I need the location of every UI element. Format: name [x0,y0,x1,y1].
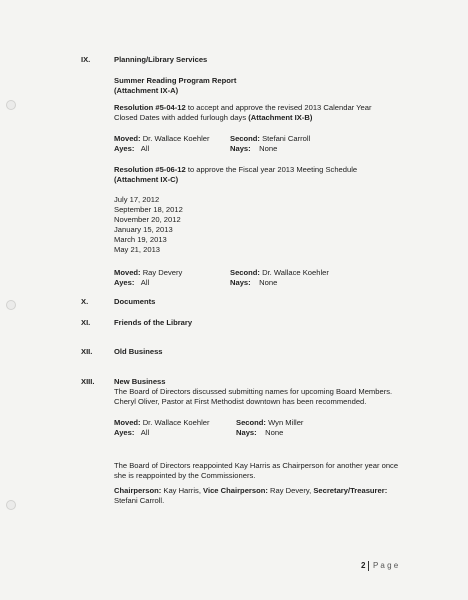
nb-nays: Nays: None [236,428,284,437]
new-business-paragraph: The Board of Directors discussed submitting names for upcoming Board Members. Cheryl Oliver, Pastor at First Methodist downtown has been recommended. [114,387,393,406]
footer-divider [368,561,369,571]
res2-second: Second: Dr. Wallace Koehler [230,268,329,277]
list-item: March 19, 2013 [114,235,167,244]
section-number: IX. [81,55,91,64]
section-number: XIII. [81,377,95,386]
res2-ayes: Ayes: All [114,278,150,287]
list-item: January 15, 2013 [114,225,173,234]
section-title: Documents [114,297,156,306]
list-item: September 18, 2012 [114,205,183,214]
res2-moved: Moved: Ray Devery [114,268,183,277]
res2-nays: Nays: None [230,278,278,287]
res1-ayes: Ayes: All [114,144,150,153]
meeting-dates [114,195,183,255]
summer-report: Summer Reading Program Report (Attachment IX-A) [114,76,237,95]
reappointment-paragraph: The Board of Directors reappointed Kay Harris as Chairperson for another year once she is reappointed by the Commissioners. [114,461,399,480]
res1-nays: Nays: None [230,144,278,153]
punch-hole [6,100,16,110]
section-title: Planning/Library Services [114,55,208,64]
list-item: July 17, 2012 [114,195,160,204]
resolution-1: Resolution #5-04-12 to accept and approve the revised 2013 Calendar Year Closed Dates with added furlough days (Attachment IX-B) [114,103,372,122]
section-title: Old Business [114,347,163,356]
page-number: 2 [361,561,366,570]
punch-hole [6,500,16,510]
res1-moved: Moved: Dr. Wallace Koehler [114,134,210,143]
res1-second: Second: Stefani Carroll [230,134,311,143]
section-number: XII. [81,347,93,356]
section-title: New Business [114,377,166,386]
list-item: May 21, 2013 [114,245,161,254]
officers: Chairperson: Kay Harris, Vice Chairperson: Ray Devery, Secretary/Treasurer: Stefani Carroll. [114,486,388,505]
nb-moved: Moved: Dr. Wallace Koehler [114,418,210,427]
section-number: XI. [81,318,91,327]
resolution-2: Resolution #5-06-12 to approve the Fiscal year 2013 Meeting Schedule (Attachment IX-C) [114,165,358,184]
list-item: November 20, 2012 [114,215,181,224]
punch-hole [6,300,16,310]
nb-second: Second: Wyn Miller [236,418,304,427]
nb-ayes: Ayes: All [114,428,150,437]
section-number: X. [81,297,89,306]
page-label: P a g e [373,561,399,570]
section-title: Friends of the Library [114,318,193,327]
